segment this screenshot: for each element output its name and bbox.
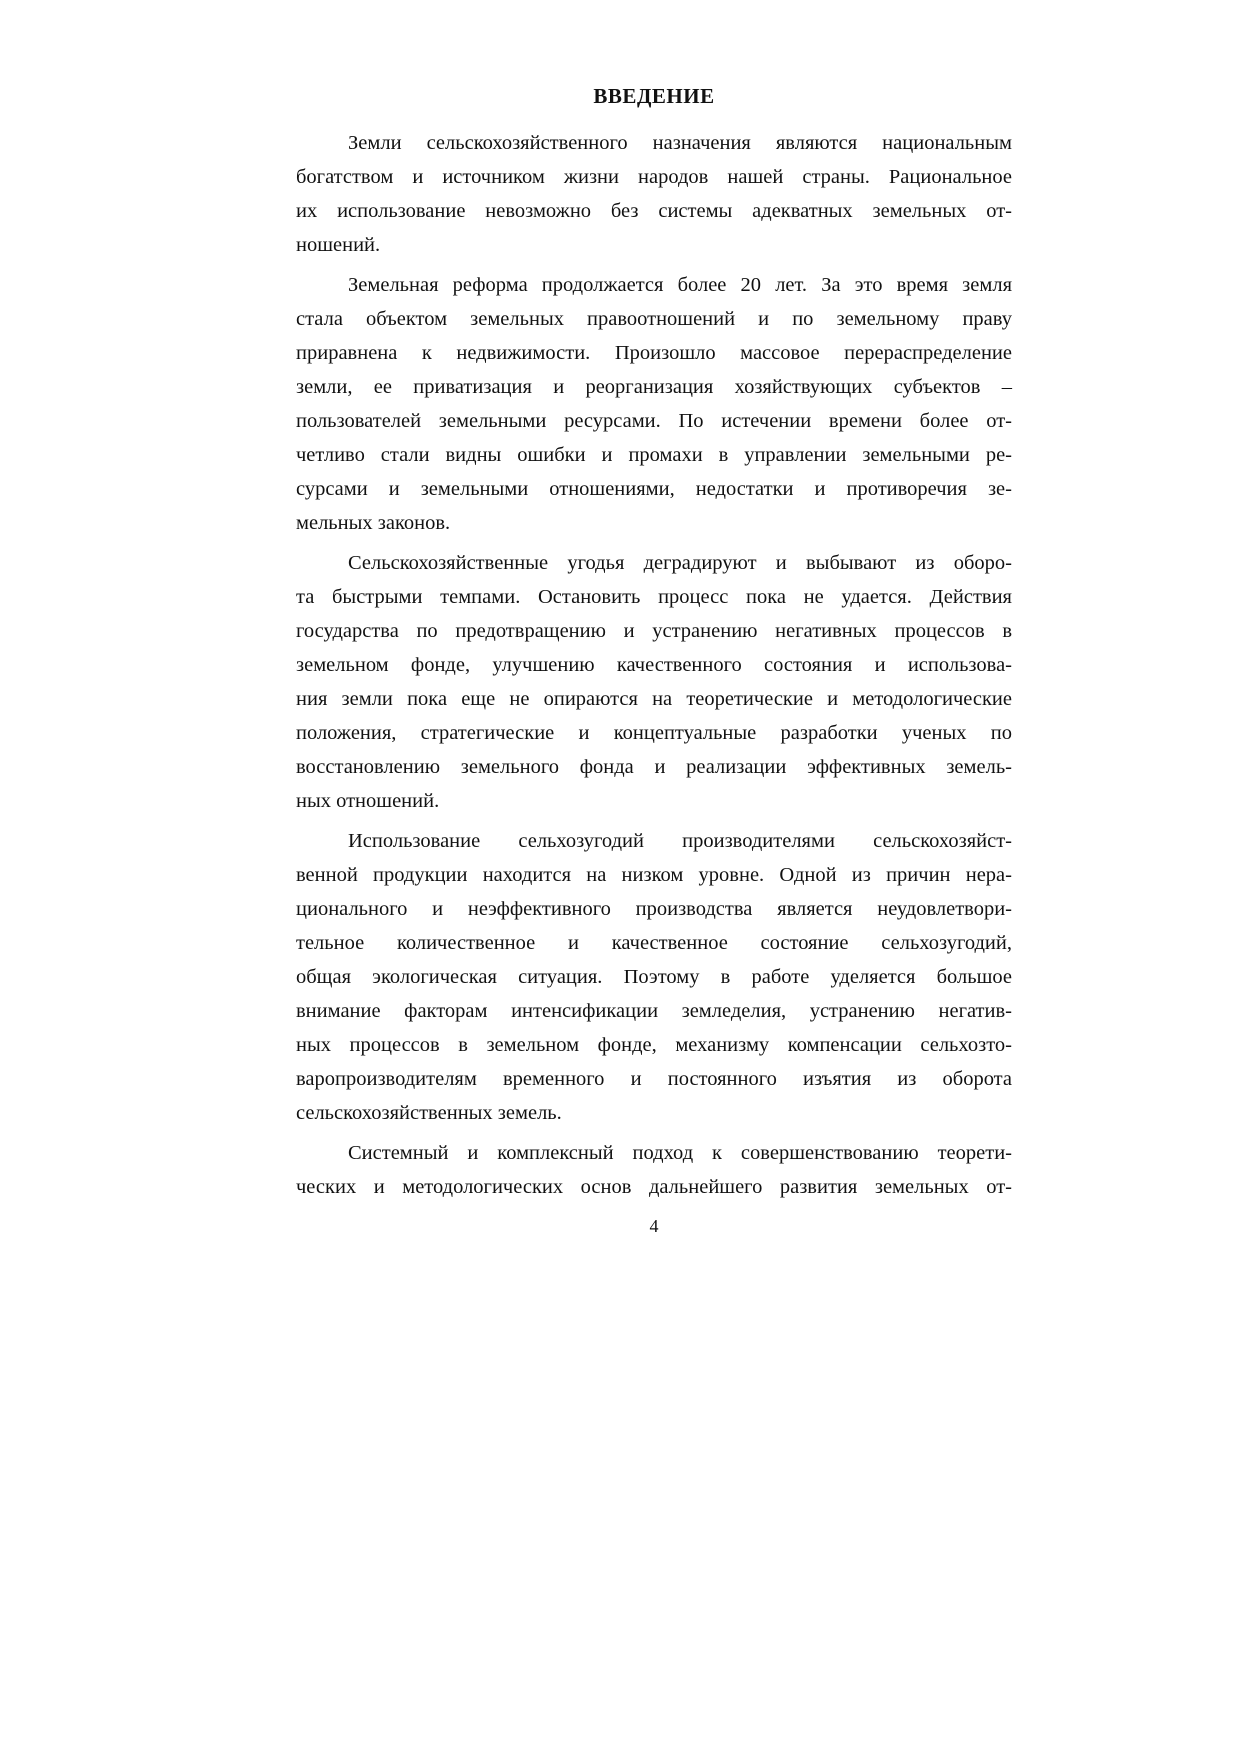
paragraph [296, 1136, 1012, 1204]
text-line: земельном фонде, улучшению качественного состояния и использова- [296, 654, 1012, 676]
text-line: Земельная реформа продолжается более 20 лет. За это время земля [348, 274, 1012, 296]
text-line: ния земли пока еще не опираются на теоретические и методологические [296, 688, 1012, 710]
text-line: их использование невозможно без системы адекватных земельных от- [296, 200, 1012, 222]
text-line: та быстрыми темпами. Остановить процесс пока не удается. Действия [296, 586, 1012, 608]
text-line: положения, стратегические и концептуальные разработки ученых по [296, 722, 1012, 744]
text-line: Земли сельскохозяйственного назначения являются национальным [348, 132, 1012, 154]
text-line: ных отношений. [296, 790, 440, 812]
text-line: общая экологическая ситуация. Поэтому в работе уделяется большое [296, 966, 1012, 988]
text-line: пользователей земельными ресурсами. По истечении времени более от- [296, 410, 1012, 432]
text-line: государства по предотвращению и устранению негативных процессов в [296, 620, 1012, 642]
text-line: мельных законов. [296, 512, 451, 534]
text-line: ционального и неэффективного производства является неудовлетвори- [296, 898, 1012, 920]
paragraph [296, 268, 1012, 540]
text-line: тельное количественное и качественное состояние сельхозугодий, [296, 932, 1012, 954]
text-line: четливо стали видны ошибки и промахи в управлении земельными ре- [296, 444, 1012, 466]
text-line: стала объектом земельных правоотношений и по земельному праву [296, 308, 1012, 330]
text-line: варопроизводителям временного и постоянного изъятия из оборота [296, 1068, 1012, 1090]
text-line: Использование сельхозугодий производителями сельскохозяйст- [348, 830, 1012, 852]
text-line: Системный и комплексный подход к совершенствованию теорети- [348, 1142, 1012, 1164]
text-line: богатством и источником жизни народов нашей страны. Рациональное [296, 166, 1012, 188]
text-line: венной продукции находится на низком уровне. Одной из причин нера- [296, 864, 1012, 886]
text-line: сельскохозяйственных земель. [296, 1102, 562, 1124]
document-page [296, 80, 1012, 1240]
paragraph [296, 126, 1012, 262]
text-line: ных процессов в земельном фонде, механизму компенсации сельхозто- [296, 1034, 1012, 1056]
section-heading: ВВЕДЕНИЕ [593, 84, 715, 108]
text-line: ношений. [296, 234, 381, 256]
text-line: Сельскохозяйственные угодья деградируют и выбывают из оборо- [348, 552, 1012, 574]
page-number: 4 [649, 1216, 659, 1236]
paragraph [296, 546, 1012, 818]
text-line: приравнена к недвижимости. Произошло массовое перераспределение [296, 342, 1012, 364]
text-line: внимание факторам интенсификации земледелия, устранению негатив- [296, 1000, 1012, 1022]
text-line: сурсами и земельными отношениями, недостатки и противоречия зе- [296, 478, 1012, 500]
text-line: ческих и методологических основ дальнейшего развития земельных от- [296, 1176, 1012, 1198]
paragraph [296, 824, 1012, 1130]
text-line: восстановлению земельного фонда и реализации эффективных земель- [296, 756, 1012, 778]
text-line: земли, ее приватизация и реорганизация хозяйствующих субъектов – [296, 376, 1012, 398]
